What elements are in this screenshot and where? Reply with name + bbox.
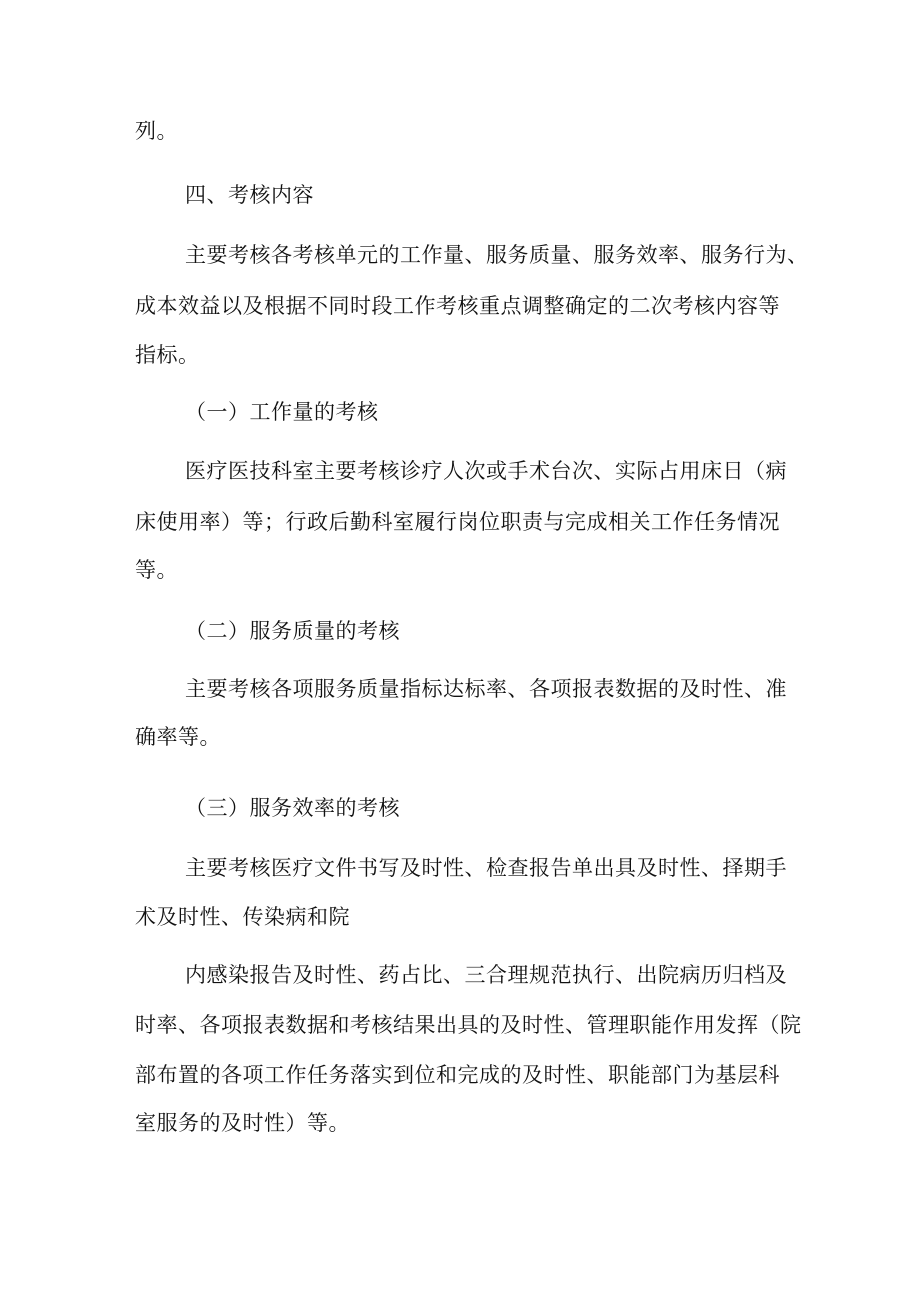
section-heading: 四、考核内容 [185, 183, 314, 207]
text-line: 列。 [135, 119, 178, 143]
text-line: 主要考核各考核单元的工作量、服务质量、服务效率、服务行为、 [185, 243, 809, 267]
text-line: 术及时性、传染病和院 [135, 905, 350, 929]
text-line: 成本效益以及根据不同时段工作考核重点调整确定的二次考核内容等 [135, 294, 780, 318]
text-line: 部布置的各项工作任务落实到位和完成的及时性、职能部门为基层科 [135, 1063, 780, 1087]
text-line: 内感染报告及时性、药占比、三合理规范执行、出院病历归档及 [185, 963, 787, 987]
text-line: 室服务的及时性）等。 [135, 1111, 350, 1135]
subsection-heading: （二）服务质量的考核 [185, 619, 400, 643]
text-line: 等。 [135, 558, 178, 582]
text-line: 医疗医技科室主要考核诊疗人次或手术台次、实际占用床日（病 [185, 459, 787, 483]
text-line: 时率、各项报表数据和考核结果出具的及时性、管理职能作用发挥（院 [135, 1013, 802, 1037]
subsection-heading: （一）工作量的考核 [185, 400, 379, 424]
text-line: 主要考核医疗文件书写及时性、检查报告单出具及时性、择期手 [185, 856, 787, 880]
text-line: 床使用率）等；行政后勤科室履行岗位职责与完成相关工作任务情况 [135, 510, 780, 534]
text-line: 主要考核各项服务质量指标达标率、各项报表数据的及时性、准 [185, 677, 787, 701]
text-line: 确率等。 [135, 725, 221, 749]
text-line: 指标。 [135, 343, 200, 367]
subsection-heading: （三）服务效率的考核 [185, 796, 400, 820]
